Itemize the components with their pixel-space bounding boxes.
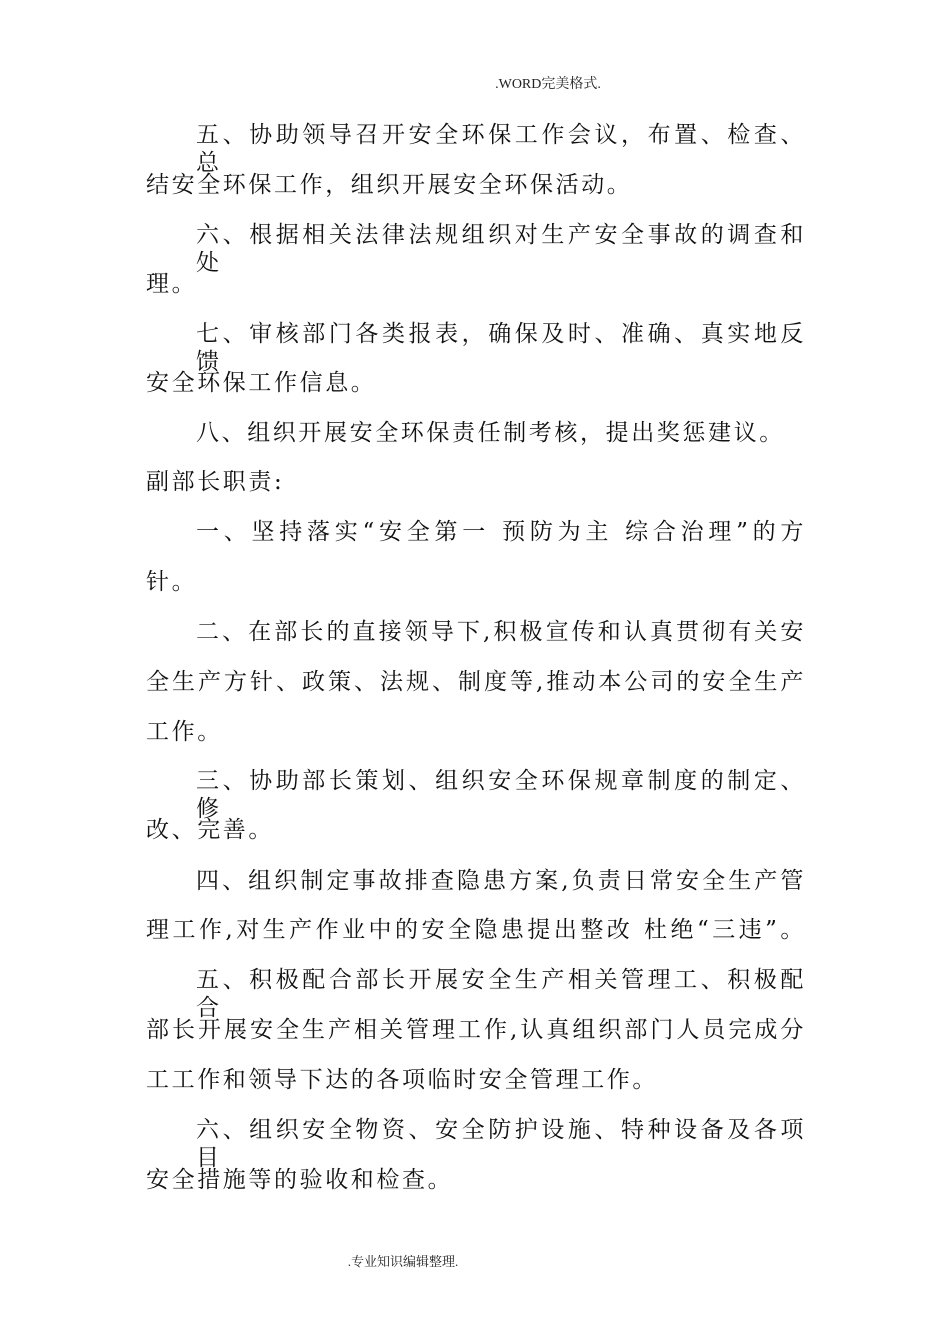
paragraph-line: 针。 xyxy=(146,569,198,595)
paragraph-line: 六、根据相关法律法规组织对生产安全事故的调查和处 xyxy=(196,222,806,276)
paragraph-line: 一、坚持落实“安全第一 预防为主 综合治理”的方 xyxy=(196,519,806,545)
paragraph-line: 五、协助领导召开安全环保工作会议，布置、检查、总 xyxy=(196,122,806,176)
page-header: .WORD完美格式. xyxy=(495,77,601,92)
paragraph-line: 安全措施等的验收和检查。 xyxy=(146,1167,454,1193)
section-heading: 副部长职责: xyxy=(146,469,285,495)
paragraph-line: 二、在部长的直接领导下,积极宣传和认真贯彻有关安 xyxy=(196,619,806,645)
paragraph-line: 结安全环保工作，组织开展安全环保活动。 xyxy=(146,172,633,198)
paragraph-line: 部长开展安全生产相关管理工作,认真组织部门人员完成分 xyxy=(146,1017,806,1043)
paragraph-line: 理工作,对生产作业中的安全隐患提出整改 杜绝“三违”。 xyxy=(146,917,806,943)
paragraph-line: 工工作和领导下达的各项临时安全管理工作。 xyxy=(146,1067,658,1093)
paragraph-line: 五、积极配合部长开展安全生产相关管理工、积极配合 xyxy=(196,967,806,1021)
paragraph-line: 四、组织制定事故排查隐患方案,负责日常安全生产管 xyxy=(196,868,806,894)
page-footer: .专业知识编辑整理. xyxy=(347,1254,459,1269)
paragraph-line: 全生产方针、政策、法规、制度等,推动本公司的安全生产 xyxy=(146,669,806,695)
paragraph-line: 改、完善。 xyxy=(146,817,274,843)
paragraph-line: 七、审核部门各类报表，确保及时、准确、真实地反馈 xyxy=(196,321,806,375)
paragraph-line: 三、协助部长策划、组织安全环保规章制度的制定、修 xyxy=(196,768,806,822)
paragraph-line: 理。 xyxy=(146,271,198,297)
paragraph-line: 八、组织开展安全环保责任制考核，提出奖惩建议。 xyxy=(196,420,785,446)
paragraph-line: 六、组织安全物资、安全防护设施、特种设备及各项目 xyxy=(196,1117,806,1171)
paragraph-line: 安全环保工作信息。 xyxy=(146,370,377,396)
paragraph-line: 工作。 xyxy=(146,719,223,745)
